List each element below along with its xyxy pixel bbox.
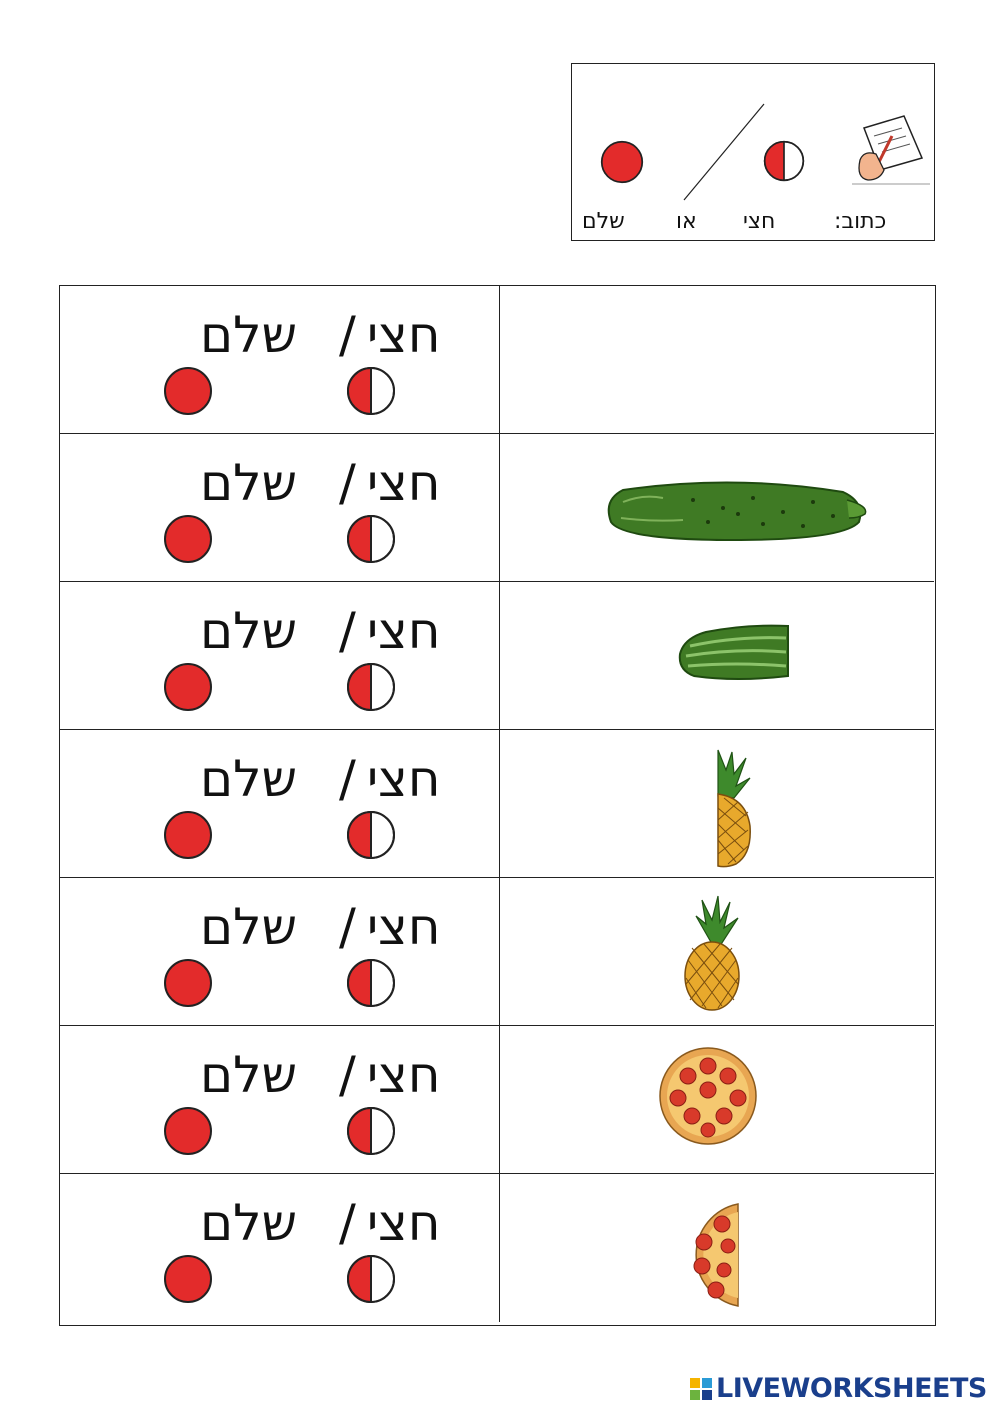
half-circle-choice[interactable] (346, 662, 396, 712)
whole-pineapple-icon (682, 894, 742, 1012)
table-row (60, 1174, 934, 1322)
writing-hand-icon (850, 110, 930, 186)
diagonal-slash (682, 102, 766, 202)
whole-option-text[interactable]: שלם (200, 898, 298, 956)
liveworksheets-logo (690, 1373, 987, 1404)
half-option-text[interactable]: חצי (367, 898, 441, 956)
half-circle-choice[interactable] (346, 958, 396, 1008)
legend-half-label: חצי (743, 209, 776, 234)
half-circle-icon (763, 140, 805, 182)
full-circle-choice[interactable] (163, 1106, 213, 1156)
slash-separator: / (339, 602, 356, 660)
half-pizza-icon (684, 1202, 740, 1308)
whole-option-text[interactable]: שלם (200, 1046, 298, 1104)
full-circle-choice[interactable] (163, 810, 213, 860)
half-option-text[interactable]: חצי (367, 1046, 441, 1104)
table-row (60, 434, 934, 582)
half-circle-choice[interactable] (346, 1106, 396, 1156)
whole-pizza-icon (658, 1046, 758, 1146)
half-option-text[interactable]: חצי (367, 750, 441, 808)
full-circle-choice[interactable] (163, 662, 213, 712)
full-circle-choice[interactable] (163, 1254, 213, 1304)
column-divider (499, 730, 500, 877)
slash-separator: / (339, 898, 356, 956)
column-divider (499, 582, 500, 729)
table-row (60, 286, 934, 434)
legend-write-label: כתוב: (834, 209, 887, 234)
column-divider (499, 434, 500, 581)
half-circle-choice[interactable] (346, 1254, 396, 1304)
column-divider (499, 1174, 500, 1322)
full-circle-icon (600, 140, 644, 184)
half-option-text[interactable]: חצי (367, 454, 441, 512)
column-divider (499, 1026, 500, 1173)
slash-separator: / (339, 750, 356, 808)
slash-separator: / (339, 1046, 356, 1104)
half-pineapple-icon (716, 746, 756, 868)
half-circle-choice[interactable] (346, 810, 396, 860)
slash-separator: / (339, 454, 356, 512)
whole-option-text[interactable]: שלם (200, 306, 298, 364)
legend-or-label: או (676, 209, 697, 234)
worksheet-table (59, 285, 936, 1326)
slash-separator: / (339, 1194, 356, 1252)
column-divider (499, 878, 500, 1025)
table-row (60, 730, 934, 878)
legend-box (571, 63, 935, 241)
full-circle-choice[interactable] (163, 514, 213, 564)
table-row (60, 1026, 934, 1174)
half-circle-choice[interactable] (346, 366, 396, 416)
half-option-text[interactable]: חצי (367, 1194, 441, 1252)
legend-whole-label: שלם (582, 209, 625, 234)
half-cucumber-icon (676, 622, 792, 682)
whole-option-text[interactable]: שלם (200, 602, 298, 660)
full-circle-choice[interactable] (163, 366, 213, 416)
half-option-text[interactable]: חצי (367, 602, 441, 660)
brand-text: LIVEWORKSHEETS (716, 1373, 987, 1404)
column-divider (499, 286, 500, 433)
table-row (60, 878, 934, 1026)
whole-option-text[interactable]: שלם (200, 454, 298, 512)
whole-option-text[interactable]: שלם (200, 750, 298, 808)
half-circle-choice[interactable] (346, 514, 396, 564)
half-option-text[interactable]: חצי (367, 306, 441, 364)
table-row (60, 582, 934, 730)
full-circle-choice[interactable] (163, 958, 213, 1008)
whole-cucumber-icon (603, 478, 873, 548)
whole-option-text[interactable]: שלם (200, 1194, 298, 1252)
brand-logo-icon (690, 1378, 712, 1400)
slash-separator: / (339, 306, 356, 364)
